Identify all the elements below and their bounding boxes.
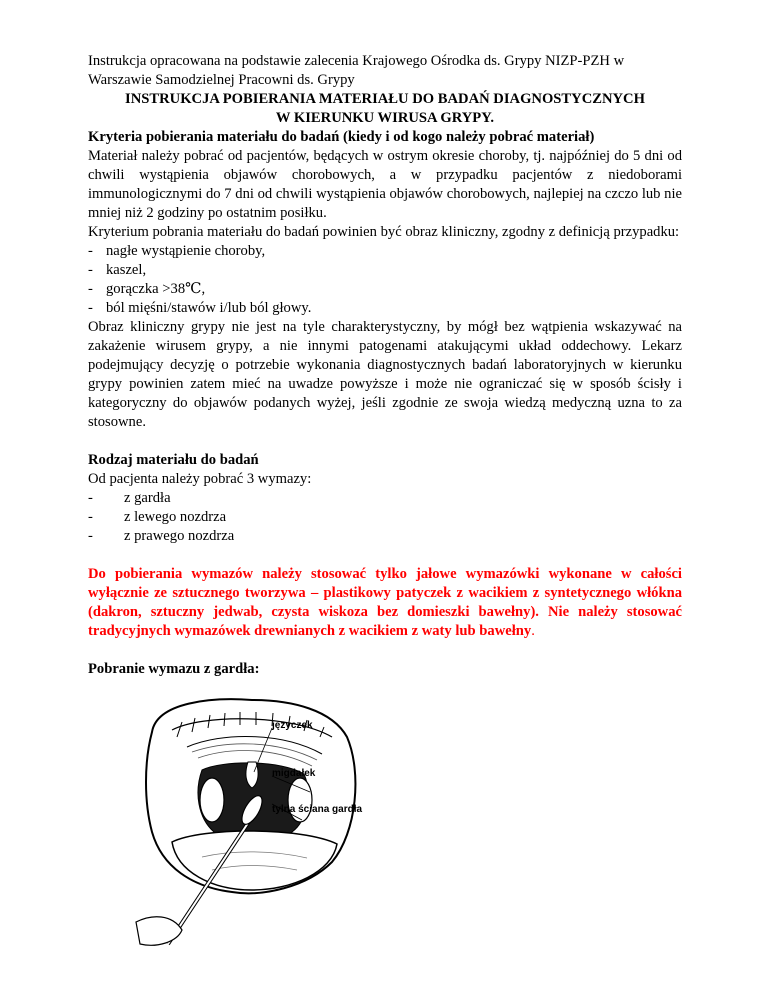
sample-text: z lewego nozdrza [124, 509, 227, 525]
document-title-line-2: W KIERUNKU WIRUSA GRYPY. [275, 110, 495, 126]
open-mouth-drawing [132, 692, 382, 952]
label-tonsil: migdałek [272, 768, 316, 779]
list-dash: - [88, 262, 93, 278]
swab-warning-period: . [531, 623, 535, 639]
list-item [88, 280, 682, 299]
list-item [88, 508, 682, 527]
document-title-line-1: INSTRUKCJA POBIERANIA MATERIAŁU DO BADAŃ DIAGNOSTYCZNYCH [125, 91, 645, 107]
list-item [88, 527, 682, 546]
list-item [88, 299, 682, 318]
throat-swab-illustration [132, 692, 382, 952]
list-dash: - [88, 528, 93, 544]
list-item [88, 242, 682, 261]
intro-note: Instrukcja opracowana na podstawie zalecenia Krajowego Ośrodka ds. Grypy NIZP-PZH w Warszawie Samodzielnej Pracowni ds. Grypy [88, 53, 625, 88]
list-item [88, 489, 682, 508]
list-dash: - [88, 281, 93, 297]
criteria-paragraph-3: Obraz kliniczny grypy nie jest na tyle charakterystyczny, by mógł bez wątpienia wskazywać na zakażenie wirusem grypy, a nie innymi patogenami atakującymi układ oddechowy. Lekarz podejmujący decyzję o potrzebie wykonania diagnostycznych badań laboratoryjnych w kierunku grypy powinien zatem mieć na uwadze powyższe i może nie ograniczać się w sposób ścisły i kategoryczny do objawów podanych wyżej, jeśli zgodnie ze swoja wiedzą medyczną uzna to za stosowne. [88, 319, 682, 430]
list-dash: - [88, 243, 93, 259]
swab-warning [88, 565, 682, 641]
material-lead: Od pacjenta należy pobrać 3 wymazy: [88, 471, 312, 487]
symptom-text: gorączka >38℃, [106, 281, 206, 297]
symptom-text: kaszel, [106, 262, 147, 278]
label-uvula: języczek [272, 720, 313, 731]
material-heading: Rodzaj materiału do badań [88, 452, 259, 468]
swab-warning-text: Do pobierania wymazów należy stosować tylko jałowe wymazówki wykonane w całości wyłącznie ze sztucznego tworzywa – plastikowy patyczek z wacikiem z syntetycznego włókna (dakron, sztuczny jedwab, czysta wiskoza bez domieszki bawełny). Nie należy stosować tradycyjnych wymazówek drewnianych z wacikiem z waty lub bawełny [88, 566, 682, 639]
sample-text: z prawego nozdrza [124, 528, 235, 544]
sample-text: z gardła [124, 490, 171, 506]
throat-heading: Pobranie wymazu z gardła: [88, 661, 260, 677]
criteria-heading: Kryteria pobierania materiału do badań (kiedy i od kogo należy pobrać materiał) [88, 129, 595, 145]
criteria-paragraph-2: Kryterium pobrania materiału do badań powinien być obraz kliniczny, zgodny z definicją przypadku: [88, 224, 680, 240]
symptom-text: ból mięśni/stawów i/lub ból głowy. [106, 300, 312, 316]
list-dash: - [88, 509, 93, 525]
symptom-text: nagłe wystąpienie choroby, [106, 243, 266, 259]
label-posterior-wall: tylna ściana gardła [272, 804, 363, 815]
sample-list [88, 489, 682, 546]
symptom-list [88, 242, 682, 318]
criteria-paragraph-1: Materiał należy pobrać od pacjentów, będących w ostrym okresie choroby, tj. najpóźniej do 5 dni od chwili wystąpienia objawów chorobowych, a w przypadku pacjentów z niedoborami immunologicznymi do 7 dni od chwili wystąpienia objawów chorobowych, najlepiej na czczo lub nie mniej niż 2 godziny po ostatnim posiłku. [88, 148, 682, 221]
list-dash: - [88, 490, 93, 506]
list-dash: - [88, 300, 93, 316]
list-item [88, 261, 682, 280]
document-page [88, 52, 682, 679]
